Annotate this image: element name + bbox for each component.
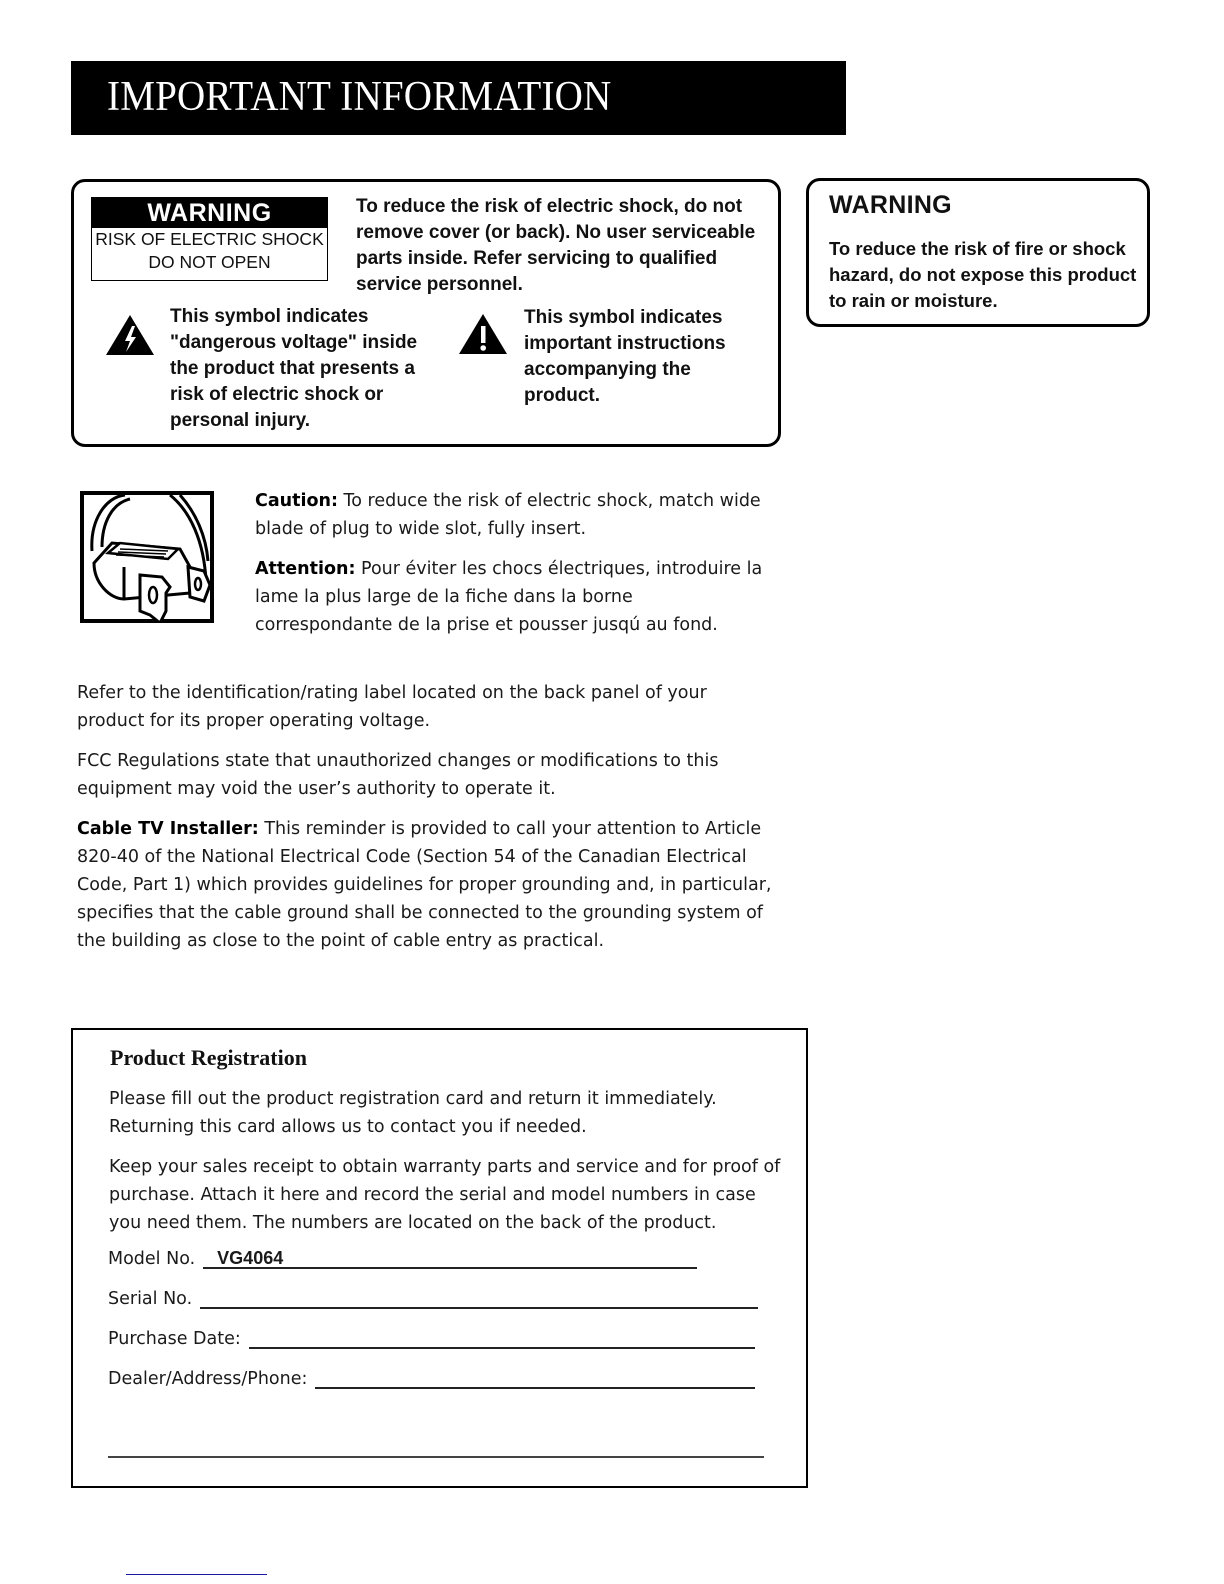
dealer-input-line[interactable] xyxy=(315,1367,755,1389)
important-instructions-symbol-text: This symbol indicates important instructions accompanying the product. xyxy=(524,307,726,406)
attention-paragraph xyxy=(255,555,775,639)
lightning-triangle-icon xyxy=(105,314,155,356)
fcc-paragraph: FCC Regulations state that unauthorized changes or modifications to this equipment may void the user’s authority to operate it. xyxy=(77,751,719,799)
exclamation-triangle-icon xyxy=(458,313,508,355)
purchase-date-field xyxy=(108,1325,755,1353)
caution-paragraph xyxy=(255,487,775,543)
side-warning-text: To reduce the risk of fire or shock hazard, do not expose this product to rain or moisture. xyxy=(829,238,1137,311)
dealer-label: Dealer/Address/Phone: xyxy=(108,1369,308,1389)
warning-main-text: To reduce the risk of electric shock, do not remove cover (or back). No user serviceable parts inside. Refer servicing to qualified service personnel. xyxy=(356,196,756,295)
rating-label-paragraph: Refer to the identification/rating label located on the back panel of your product for its proper operating voltage. xyxy=(77,683,707,731)
purchase-date-input-line[interactable] xyxy=(249,1327,755,1349)
warning-label-heading: WARNING xyxy=(92,198,327,228)
serial-number-input-line[interactable] xyxy=(200,1287,758,1309)
model-number-value[interactable]: VG4064 xyxy=(203,1247,697,1269)
model-number-field xyxy=(108,1245,697,1273)
registration-title: Product Registration xyxy=(110,1045,307,1070)
serial-number-label: Serial No. xyxy=(108,1289,193,1309)
dangerous-voltage-symbol-text: This symbol indicates "dangerous voltage" inside the product that presents a risk of electric shock or personal injury. xyxy=(170,306,418,431)
side-warning-title: WARNING xyxy=(829,191,952,219)
dealer-field xyxy=(108,1365,755,1393)
purchase-date-label: Purchase Date: xyxy=(108,1329,241,1349)
warning-label-line-1: RISK OF ELECTRIC SHOCK xyxy=(95,229,324,249)
attention-text: Pour éviter les chocs électriques, introduire la lame la plus large de la fiche dans la borne correspondante de la prise et pousser jusqú au fond. xyxy=(255,559,763,635)
caution-text: To reduce the risk of electric shock, match wide blade of plug to wide slot, fully insert. xyxy=(255,491,761,539)
cable-installer-label: Cable TV Installer: xyxy=(77,819,259,839)
electric-shock-warning-box xyxy=(71,179,781,447)
serial-number-field xyxy=(108,1285,758,1313)
polarized-plug-icon xyxy=(80,491,214,623)
cable-installer-text: This reminder is provided to call your attention to Article 820-40 of the National Electrical Code (Section 54 of the Canadian Electrical Code, Part 1) which provides guidelines for proper grounding and, in particular, specifies that the cable ground shall be connected to the grounding system of the building as close to the point of cable entry as practical. xyxy=(77,819,772,951)
header-banner xyxy=(71,61,846,135)
warning-label-line-2: DO NOT OPEN xyxy=(148,252,271,272)
registration-paragraph-2: Keep your sales receipt to obtain warranty parts and service and for proof of purchase. Attach it here and record the serial and model numbers in case you need them. The numbers are located on the back of the product. xyxy=(109,1157,781,1233)
page-title: IMPORTANT INFORMATION xyxy=(107,74,612,120)
cable-installer-paragraph xyxy=(77,815,777,955)
model-number-label: Model No. xyxy=(108,1249,196,1269)
attention-label: Attention: xyxy=(255,559,356,579)
registration-paragraph-1: Please fill out the product registration card and return it immediately. Returning this card allows us to contact you if needed. xyxy=(109,1089,717,1137)
caution-label: Caution: xyxy=(255,491,338,511)
dealer-extra-input-line[interactable] xyxy=(108,1456,764,1458)
footer-link-underline[interactable] xyxy=(126,1574,267,1575)
fire-shock-warning-box xyxy=(806,178,1150,327)
warning-label xyxy=(91,197,328,281)
